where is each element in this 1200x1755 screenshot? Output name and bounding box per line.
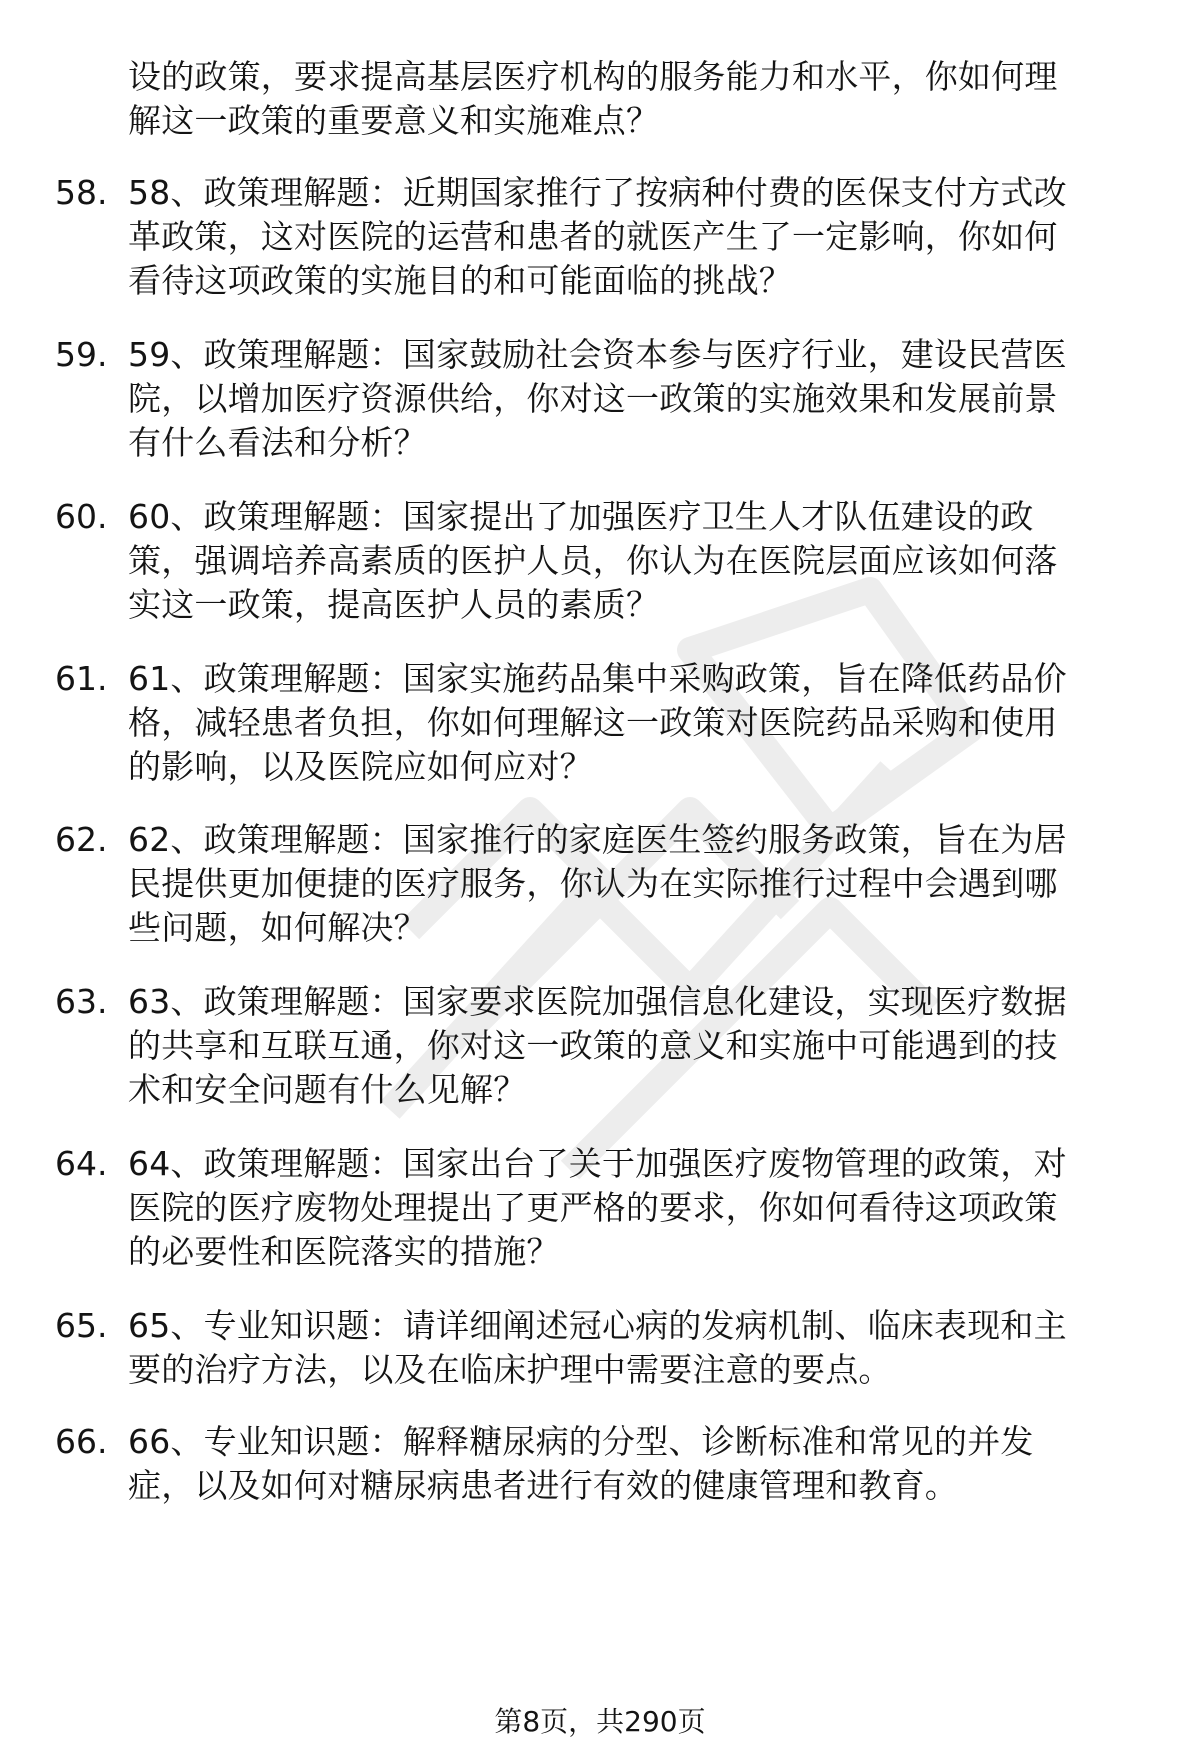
item-number: 64.: [55, 1144, 108, 1183]
question-line: 些问题，如何解决？: [128, 908, 427, 947]
item-number: 65.: [55, 1306, 108, 1345]
question-line: 62、政策理解题：国家推行的家庭医生签约服务政策，旨在为居: [128, 820, 1067, 859]
item-number: 62.: [55, 820, 108, 859]
question-line: 的共享和互联互通，你对这一政策的意义和实施中可能遇到的技: [128, 1026, 1058, 1065]
item-number: 63.: [55, 982, 108, 1021]
question-line: 院，以增加医疗资源供给，你对这一政策的实施效果和发展前景: [128, 379, 1058, 418]
question-line: 医院的医疗废物处理提出了更严格的要求，你如何看待这项政策: [128, 1188, 1058, 1227]
question-line: 设的政策，要求提高基层医疗机构的服务能力和水平，你如何理: [128, 57, 1058, 96]
question-line: 64、政策理解题：国家出台了关于加强医疗废物管理的政策，对: [128, 1144, 1067, 1183]
item-number: 60.: [55, 497, 108, 536]
question-line: 60、政策理解题：国家提出了加强医疗卫生人才队伍建设的政: [128, 497, 1034, 536]
question-line: 术和安全问题有什么见解？: [128, 1070, 527, 1109]
question-line: 革政策，这对医院的运营和患者的就医产生了一定影响，你如何: [128, 217, 1058, 256]
item-number: 59.: [55, 335, 108, 374]
item-number: 58.: [55, 173, 108, 212]
question-line: 策，强调培养高素质的医护人员，你认为在医院层面应该如何落: [128, 541, 1058, 580]
question-line: 的影响，以及医院应如何应对？: [128, 747, 593, 786]
question-line: 格，减轻患者负担，你如何理解这一政策对医院药品采购和使用: [128, 703, 1058, 742]
question-line: 66、专业知识题：解释糖尿病的分型、诊断标准和常见的并发: [128, 1422, 1034, 1461]
question-line: 实这一政策，提高医护人员的素质？: [128, 585, 660, 624]
question-line: 61、政策理解题：国家实施药品集中采购政策，旨在降低药品价: [128, 659, 1067, 698]
question-line: 58、政策理解题：近期国家推行了按病种付费的医保支付方式改: [128, 173, 1067, 212]
question-line: 解这一政策的重要意义和实施难点？: [128, 101, 660, 140]
question-line: 症，以及如何对糖尿病患者进行有效的健康管理和教育。: [128, 1466, 958, 1505]
question-line: 看待这项政策的实施目的和可能面临的挑战？: [128, 261, 792, 300]
item-number: 61.: [55, 659, 108, 698]
question-line: 民提供更加便捷的医疗服务，你认为在实际推行过程中会遇到哪: [128, 864, 1058, 903]
page-footer: 第8页，共290页: [494, 1705, 706, 1738]
question-line: 63、政策理解题：国家要求医院加强信息化建设，实现医疗数据: [128, 982, 1067, 1021]
question-line: 65、专业知识题：请详细阐述冠心病的发病机制、临床表现和主: [128, 1306, 1067, 1345]
question-line: 的必要性和医院落实的措施？: [128, 1232, 560, 1271]
question-line: 59、政策理解题：国家鼓励社会资本参与医疗行业，建设民营医: [128, 335, 1067, 374]
question-line: 要的治疗方法，以及在临床护理中需要注意的要点。: [128, 1350, 892, 1389]
question-line: 有什么看法和分析？: [128, 423, 427, 462]
item-number: 66.: [55, 1422, 108, 1461]
